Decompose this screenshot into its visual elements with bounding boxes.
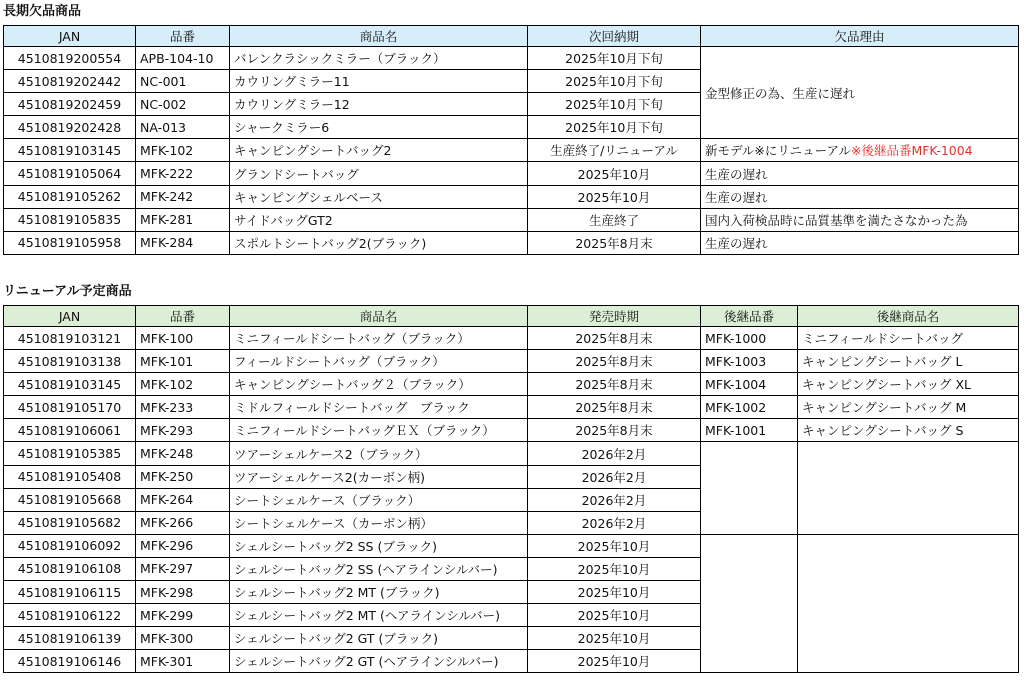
long-term-backorder-table bbox=[3, 25, 1019, 255]
name-cell: シェルシートバッグ2 GT (ヘアラインシルバー) bbox=[230, 650, 528, 673]
date-cell: 2026年2月 bbox=[528, 465, 701, 488]
header-code: 品番 bbox=[136, 26, 230, 47]
table-row bbox=[4, 350, 1019, 373]
header-release: 発売時期 bbox=[528, 306, 701, 327]
table-row bbox=[4, 139, 1019, 162]
name-cell: サイドバッグGT2 bbox=[230, 208, 528, 231]
name-cell: キャンピングシートバッグ2 bbox=[230, 139, 528, 162]
reason-text: 新モデル※にリニューアル bbox=[705, 143, 851, 159]
successor-code-cell: MFK-1004 bbox=[701, 373, 798, 396]
code-cell: MFK-248 bbox=[136, 442, 230, 465]
date-cell: 2025年8月末 bbox=[528, 350, 701, 373]
date-cell: 生産終了 bbox=[528, 208, 701, 231]
name-cell: シートシェルケース（ブラック） bbox=[230, 488, 528, 511]
jan-cell: 4510819105170 bbox=[4, 396, 136, 419]
jan-cell: 4510819105262 bbox=[4, 185, 136, 208]
successor-code-cell: MFK-1000 bbox=[701, 327, 798, 350]
name-cell: ミニフィールドシートバッグＥＸ（ブラック） bbox=[230, 419, 528, 442]
table-row bbox=[4, 534, 1019, 557]
jan-cell: 4510819105835 bbox=[4, 208, 136, 231]
code-cell: MFK-296 bbox=[136, 534, 230, 557]
date-cell: 2025年10月 bbox=[528, 650, 701, 673]
successor-name-cell: キャンピングシートバッグ S bbox=[798, 419, 1019, 442]
code-cell: MFK-299 bbox=[136, 604, 230, 627]
jan-cell: 4510819106139 bbox=[4, 627, 136, 650]
date-cell: 2025年10月下旬 bbox=[528, 116, 701, 139]
code-cell: MFK-233 bbox=[136, 396, 230, 419]
date-cell: 2025年8月末 bbox=[528, 396, 701, 419]
reason-cell bbox=[701, 139, 1019, 162]
name-cell: カウリングミラー12 bbox=[230, 93, 528, 116]
reason-cell: 金型修正の為、生産に遅れ bbox=[701, 47, 1019, 139]
name-cell: キャンピングシートバッグ２（ブラック） bbox=[230, 373, 528, 396]
jan-cell: 4510819103138 bbox=[4, 350, 136, 373]
date-cell: 2025年10月 bbox=[528, 185, 701, 208]
successor-name-cell: ミニフィールドシートバッグ bbox=[798, 327, 1019, 350]
table-row bbox=[4, 419, 1019, 442]
successor-code-cell bbox=[701, 442, 798, 534]
renewal-products-title: リニューアル予定商品 bbox=[3, 284, 132, 299]
table-row bbox=[4, 442, 1019, 465]
successor-name-cell bbox=[798, 534, 1019, 673]
name-cell: バレンクラシックミラー（ブラック） bbox=[230, 47, 528, 70]
name-cell: シェルシートバッグ2 MT (ヘアラインシルバー) bbox=[230, 604, 528, 627]
date-cell: 2025年10月下旬 bbox=[528, 93, 701, 116]
date-cell: 2025年10月 bbox=[528, 557, 701, 580]
code-cell: MFK-101 bbox=[136, 350, 230, 373]
jan-cell: 4510819105385 bbox=[4, 442, 136, 465]
code-cell: APB-104-10 bbox=[136, 47, 230, 70]
name-cell: フィールドシートバッグ（ブラック） bbox=[230, 350, 528, 373]
date-cell: 2025年10月 bbox=[528, 581, 701, 604]
reason-cell: 生産の遅れ bbox=[701, 162, 1019, 185]
header-next-delivery: 次回納期 bbox=[528, 26, 701, 47]
date-cell: 2025年10月 bbox=[528, 604, 701, 627]
table-row bbox=[4, 327, 1019, 350]
table-row bbox=[4, 231, 1019, 254]
table-row bbox=[4, 162, 1019, 185]
date-cell: 2025年8月末 bbox=[528, 419, 701, 442]
successor-note: ※後継品番MFK-1004 bbox=[850, 143, 973, 159]
name-cell: シェルシートバッグ2 GT (ブラック) bbox=[230, 627, 528, 650]
jan-cell: 4510819106108 bbox=[4, 557, 136, 580]
jan-cell: 4510819106092 bbox=[4, 534, 136, 557]
name-cell: シェルシートバッグ2 SS (ヘアラインシルバー) bbox=[230, 557, 528, 580]
code-cell: MFK-264 bbox=[136, 488, 230, 511]
reason-cell: 国内入荷検品時に品質基準を満たさなかった為 bbox=[701, 208, 1019, 231]
successor-name-cell: キャンピングシートバッグ M bbox=[798, 396, 1019, 419]
code-cell: NC-002 bbox=[136, 93, 230, 116]
date-cell: 生産終了/リニューアル bbox=[528, 139, 701, 162]
date-cell: 2025年10月 bbox=[528, 162, 701, 185]
date-cell: 2025年10月 bbox=[528, 534, 701, 557]
table-row bbox=[4, 373, 1019, 396]
code-cell: MFK-281 bbox=[136, 208, 230, 231]
table-header-row bbox=[4, 26, 1019, 47]
jan-cell: 4510819105408 bbox=[4, 465, 136, 488]
code-cell: MFK-293 bbox=[136, 419, 230, 442]
code-cell: MFK-301 bbox=[136, 650, 230, 673]
header-name: 商品名 bbox=[230, 306, 528, 327]
date-cell: 2026年2月 bbox=[528, 511, 701, 534]
header-code: 品番 bbox=[136, 306, 230, 327]
name-cell: シャークミラー6 bbox=[230, 116, 528, 139]
code-cell: MFK-102 bbox=[136, 139, 230, 162]
name-cell: シートシェルケース（カーボン柄） bbox=[230, 511, 528, 534]
jan-cell: 4510819202459 bbox=[4, 93, 136, 116]
renewal-products-table bbox=[3, 305, 1019, 673]
successor-code-cell bbox=[701, 534, 798, 673]
date-cell: 2025年8月末 bbox=[528, 373, 701, 396]
code-cell: MFK-250 bbox=[136, 465, 230, 488]
code-cell: MFK-297 bbox=[136, 557, 230, 580]
date-cell: 2026年2月 bbox=[528, 442, 701, 465]
header-reason: 欠品理由 bbox=[701, 26, 1019, 47]
jan-cell: 4510819103145 bbox=[4, 139, 136, 162]
header-name: 商品名 bbox=[230, 26, 528, 47]
header-jan: JAN bbox=[4, 306, 136, 327]
jan-cell: 4510819106122 bbox=[4, 604, 136, 627]
jan-cell: 4510819105958 bbox=[4, 231, 136, 254]
name-cell: ミニフィールドシートバッグ（ブラック） bbox=[230, 327, 528, 350]
successor-name-cell: キャンピングシートバッグ L bbox=[798, 350, 1019, 373]
jan-cell: 4510819106061 bbox=[4, 419, 136, 442]
code-cell: MFK-298 bbox=[136, 581, 230, 604]
successor-code-cell: MFK-1001 bbox=[701, 419, 798, 442]
jan-cell: 4510819106115 bbox=[4, 581, 136, 604]
code-cell: MFK-222 bbox=[136, 162, 230, 185]
code-cell: NC-001 bbox=[136, 70, 230, 93]
table-row bbox=[4, 47, 1019, 70]
date-cell: 2025年8月末 bbox=[528, 327, 701, 350]
name-cell: シェルシートバッグ2 MT (ブラック) bbox=[230, 581, 528, 604]
date-cell: 2026年2月 bbox=[528, 488, 701, 511]
name-cell: グランドシートバッグ bbox=[230, 162, 528, 185]
jan-cell: 4510819106146 bbox=[4, 650, 136, 673]
code-cell: MFK-266 bbox=[136, 511, 230, 534]
header-successor-code: 後継品番 bbox=[701, 306, 798, 327]
jan-cell: 4510819103121 bbox=[4, 327, 136, 350]
date-cell: 2025年10月下旬 bbox=[528, 70, 701, 93]
jan-cell: 4510819200554 bbox=[4, 47, 136, 70]
long-term-backorder-title: 長期欠品商品 bbox=[3, 4, 82, 19]
header-successor-name: 後継商品名 bbox=[798, 306, 1019, 327]
name-cell: シェルシートバッグ2 SS (ブラック) bbox=[230, 534, 528, 557]
successor-code-cell: MFK-1003 bbox=[701, 350, 798, 373]
header-jan: JAN bbox=[4, 26, 136, 47]
jan-cell: 4510819202442 bbox=[4, 70, 136, 93]
table-row bbox=[4, 396, 1019, 419]
jan-cell: 4510819105682 bbox=[4, 511, 136, 534]
date-cell: 2025年10月 bbox=[528, 627, 701, 650]
name-cell: ツアーシェルケース2(カーボン柄) bbox=[230, 465, 528, 488]
name-cell: ツアーシェルケース2（ブラック） bbox=[230, 442, 528, 465]
date-cell: 2025年8月末 bbox=[528, 231, 701, 254]
code-cell: MFK-100 bbox=[136, 327, 230, 350]
code-cell: MFK-300 bbox=[136, 627, 230, 650]
jan-cell: 4510819105668 bbox=[4, 488, 136, 511]
code-cell: MFK-242 bbox=[136, 185, 230, 208]
table-row bbox=[4, 185, 1019, 208]
name-cell: ミドルフィールドシートバッグ ブラック bbox=[230, 396, 528, 419]
table-header-row bbox=[4, 306, 1019, 327]
reason-cell: 生産の遅れ bbox=[701, 185, 1019, 208]
code-cell: NA-013 bbox=[136, 116, 230, 139]
table-row bbox=[4, 208, 1019, 231]
jan-cell: 4510819103145 bbox=[4, 373, 136, 396]
jan-cell: 4510819202428 bbox=[4, 116, 136, 139]
successor-name-cell bbox=[798, 442, 1019, 534]
name-cell: キャンピングシェルベース bbox=[230, 185, 528, 208]
successor-name-cell: キャンピングシートバッグ XL bbox=[798, 373, 1019, 396]
name-cell: スポルトシートバッグ2(ブラック) bbox=[230, 231, 528, 254]
renewal-table-body bbox=[4, 327, 1019, 673]
code-cell: MFK-102 bbox=[136, 373, 230, 396]
name-cell: カウリングミラー11 bbox=[230, 70, 528, 93]
successor-code-cell: MFK-1002 bbox=[701, 396, 798, 419]
reason-cell: 生産の遅れ bbox=[701, 231, 1019, 254]
code-cell: MFK-284 bbox=[136, 231, 230, 254]
jan-cell: 4510819105064 bbox=[4, 162, 136, 185]
date-cell: 2025年10月下旬 bbox=[528, 47, 701, 70]
